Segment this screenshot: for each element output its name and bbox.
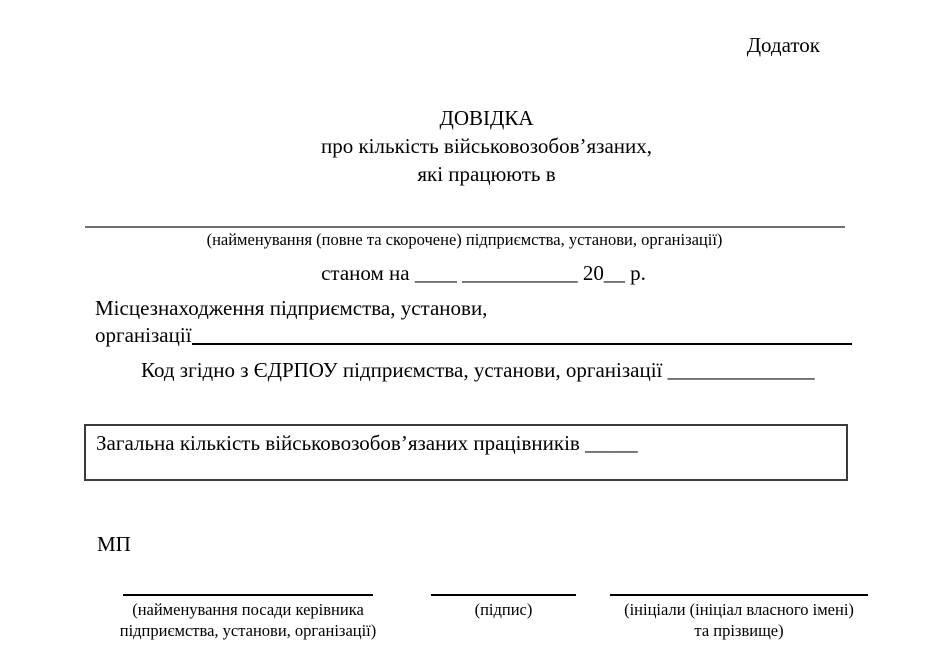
name-caption-line-1: (ініціали (ініціал власного імені) — [624, 600, 854, 619]
edrpou-code-blank: ______________ — [667, 358, 815, 382]
location-label-line-2: організації — [95, 323, 192, 347]
name-caption-line-2: та прізвище) — [694, 621, 784, 640]
edrpou-line — [141, 357, 929, 384]
edrpou-label: Код згідно з ЄДРПОУ підприємства, установи, організації — [141, 358, 663, 382]
location-line-2 — [95, 322, 852, 349]
name-caption — [570, 599, 908, 641]
title-line-3: які працюють в — [417, 162, 556, 186]
position-caption-line-1: (найменування посади керівника — [132, 600, 364, 619]
location-blank-line — [192, 322, 852, 345]
position-caption — [83, 599, 413, 641]
total-employees-box — [84, 424, 848, 481]
name-signature-line — [610, 594, 868, 596]
signature-block-name — [610, 594, 868, 641]
signature-block-signature — [431, 594, 576, 620]
total-employees-label: Загальна кількість військовозобов’язаних працівників — [96, 431, 580, 455]
total-employees-blank: _____ — [585, 431, 638, 455]
location-label-line-1: Місцезнаходження підприємства, установи, — [95, 296, 488, 320]
title-line-2: про кількість військовозобов’язаних, — [320, 134, 652, 158]
stamp-placeholder-label: МП — [97, 532, 131, 556]
title-line-1: ДОВІДКА — [439, 106, 534, 130]
signature-caption-line-1: (підпис) — [474, 600, 533, 619]
position-caption-line-2: підприємства, установи, організації) — [119, 621, 377, 640]
appendix-label: Додаток — [746, 33, 820, 57]
signature-block-position — [119, 594, 377, 641]
document-title — [22, 104, 929, 188]
organization-name-blank-line — [85, 226, 845, 228]
position-signature-line — [123, 594, 373, 596]
organization-name-caption: (найменування (повне та скорочене) підприємства, установи, організації) — [206, 230, 723, 249]
as-of-date-line: станом на ____ ___________ 20__ р. — [321, 261, 646, 285]
signature-line — [431, 594, 576, 596]
